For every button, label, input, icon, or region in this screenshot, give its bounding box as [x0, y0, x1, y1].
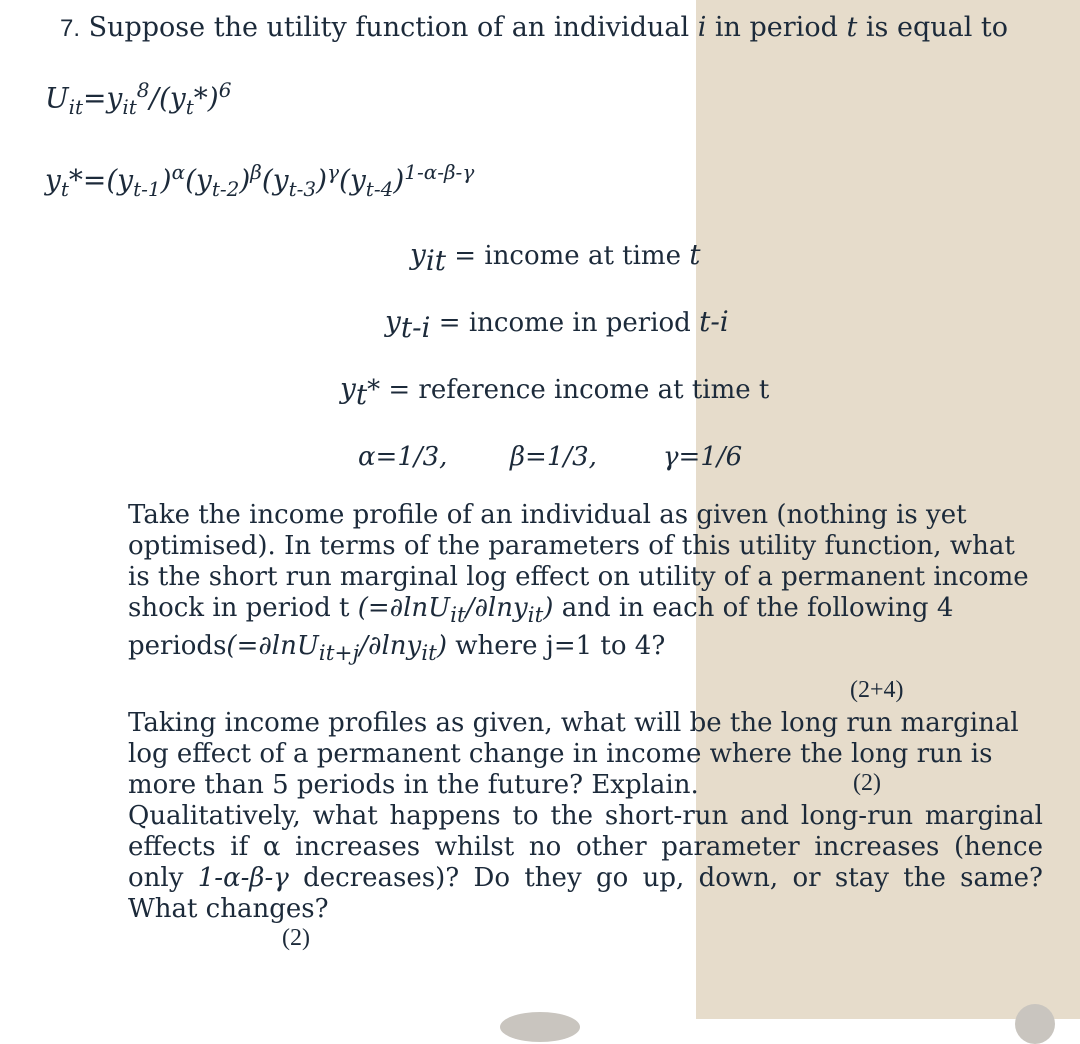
question-part-long-run: Taking income profiles as given, what will be the long run marginal log effect of a permanent change in income where the long run is more than 5 periods in the future? Explain. — [128, 708, 1019, 800]
question-number: 7. — [60, 15, 81, 42]
question-part-short-run: Take the income profile of an individual as given (nothing is yet optimised). In terms of the parameters of this utility function, what is the short run marginal log effect on utility of a permanent income shock in period t (=∂lnU$_{it}$/∂lny$_{it}$) and in each of the following 4 periods(=∂lnU$_{it+j}$/∂lny$_{it}$) where j=1 to 4? — [128, 500, 1029, 667]
question-heading: 7. Suppose the utility function of an individual i in period t is equal to — [60, 12, 1009, 43]
marks-part-3: (2) — [282, 925, 310, 951]
utility-equation: $U_{it}=y_{it}^8/(y_t*)^6$ — [45, 78, 232, 119]
question-part-qualitative: Qualitatively, what happens to the short-run and long-run marginal effects if α increases whilst no other parameter increases (hence only 1-α-β-γ decreases)? Do they go up, down, or stay the same? What changes? — [128, 801, 1043, 924]
parameter-gamma: γ=1/6 — [663, 442, 743, 472]
marks-part-2: (2) — [853, 770, 881, 796]
definition-income-at-time-t: $y_{it}$ = income at time t — [410, 238, 701, 278]
parameter-beta: β=1/3, — [510, 442, 597, 472]
definition-income-in-period-t-i: $y_{t-i}$ = income in period t-i — [385, 305, 729, 345]
definition-reference-income: $y_t*$ = reference income at time t — [340, 372, 770, 412]
parameter-alpha: α=1/3, — [358, 442, 448, 472]
reference-income-equation: $y_t*=(y_{t-1})^\alpha(y_{t-2})^\beta(y_{t-3})^\gamma(y_{t-4})^{1-\alpha-\beta-\gamma}$ — [45, 160, 475, 201]
marks-part-1: (2+4) — [850, 677, 904, 703]
